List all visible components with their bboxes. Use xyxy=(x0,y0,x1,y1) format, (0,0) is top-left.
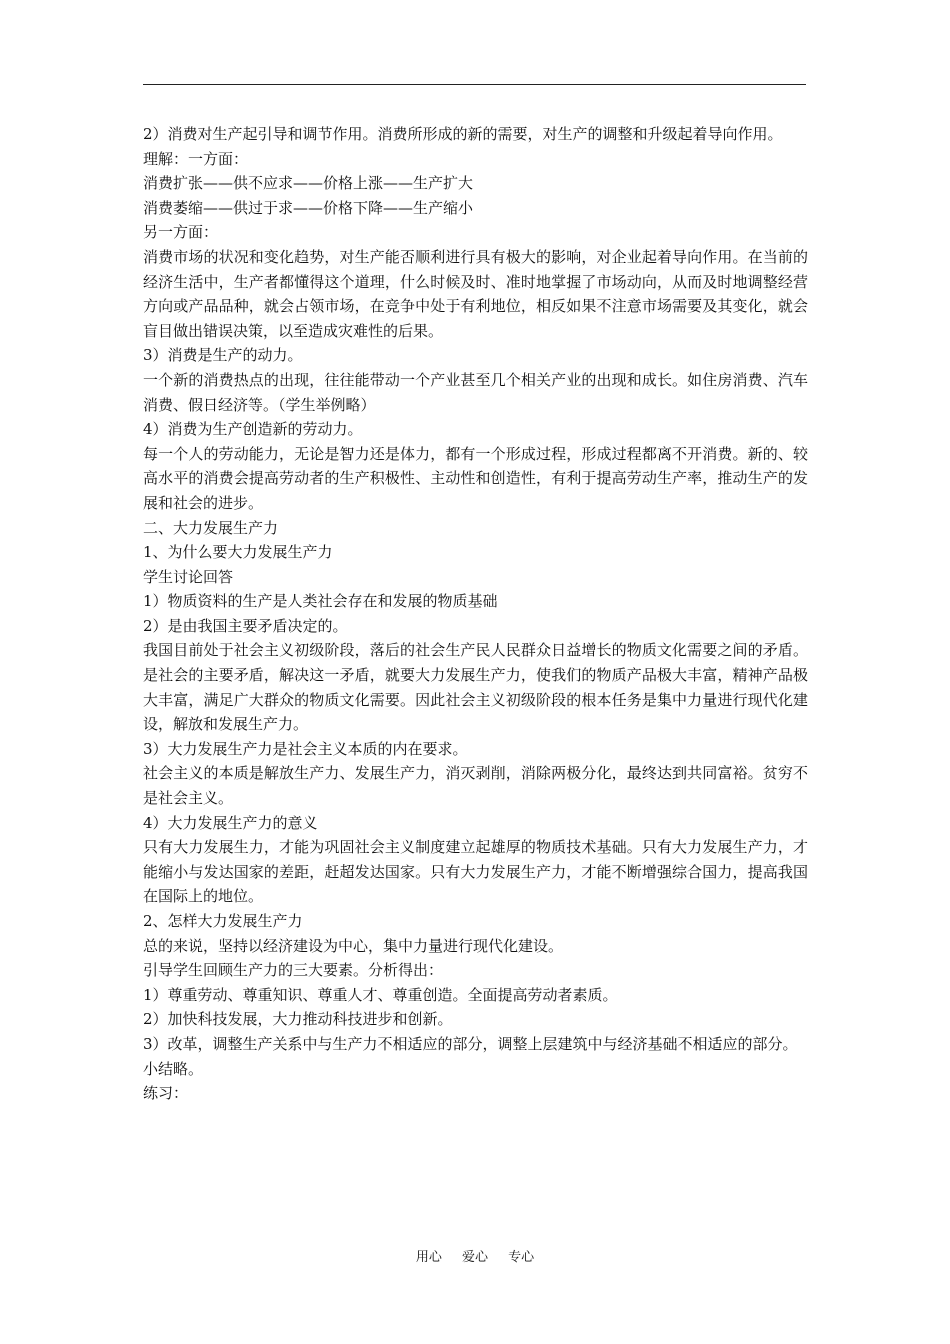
paragraph: 2）加快科技发展，大力推动科技进步和创新。 xyxy=(143,1010,453,1029)
paragraph: 一个新的消费热点的出现，往往能带动一个产业甚至几个相关产业的出现和成长。如住房消费、汽车消费、假日经济等。（学生举例略） xyxy=(143,370,808,414)
paragraph: 我国目前处于社会主义初级阶段，落后的社会生产民人民群众日益增长的物质文化需要之间的矛盾。是社会的主要矛盾，解决这一矛盾，就要大力发展生产力，使我们的物质产品极大丰富，精神产品极大丰富，满足广大群众的物质文化需要。因此社会主义初级阶段的根本任务是集中力量进行现代化建设，解放和发展生产力。 xyxy=(143,641,808,734)
paragraph: 社会主义的本质是解放生产力、发展生产力，消灭剥削，消除两极分化，最终达到共同富裕。贫穷不是社会主义。 xyxy=(143,764,808,808)
paragraph: 3）消费是生产的动力。 xyxy=(143,346,303,365)
paragraph: 1）物质资料的生产是人类社会存在和发展的物质基础 xyxy=(143,592,498,611)
paragraph: 1）尊重劳动、尊重知识、尊重人才、尊重创造。全面提高劳动者素质。 xyxy=(143,985,618,1004)
paragraph: 消费扩张——供不应求——价格上涨——生产扩大 xyxy=(143,174,474,193)
footer-text: 用心 xyxy=(415,1250,442,1265)
paragraph: 消费市场的状况和变化趋势，对生产能否顺利进行具有极大的影响，对企业起着导向作用。在当前的经济生活中，生产者都懂得这个道理，什么时候及时、准时地掌握了市场动向，从而及时地调整经营方向或产品品种，就会占领市场，在竞争中处于有利地位，相反如果不注意市场需要及其变化，就会盲目做出错误决策，以至造成灾难性的后果。 xyxy=(143,247,808,340)
subsection-heading: 2、怎样大力发展生产力 xyxy=(143,912,303,930)
paragraph: 总的来说，坚持以经济建设为中心，集中力量进行现代化建设。 xyxy=(143,936,564,955)
footer-text: 专心 xyxy=(508,1250,535,1265)
footer-text: 爱心 xyxy=(461,1250,488,1265)
paragraph: 2）是由我国主要矛盾决定的。 xyxy=(143,616,348,635)
paragraph: 理解：一方面： xyxy=(143,149,249,168)
paragraph: 每一个人的劳动能力，无论是智力还是体力，都有一个形成过程，形成过程都离不开消费。新的、较高水平的消费会提高劳动者的生产积极性、主动性和创造性，有利于提高劳动生产率，推动生产的发展和社会的进步。 xyxy=(143,444,808,512)
paragraph: 引导学生回顾生产力的三大要素。分析得出： xyxy=(143,961,444,980)
paragraph: 3）大力发展生产力是社会主义本质的内在要求。 xyxy=(143,739,468,758)
paragraph: 另一方面： xyxy=(143,223,219,242)
header-rule xyxy=(143,84,806,85)
paragraph: 4）大力发展生产力的意义 xyxy=(143,813,318,832)
paragraph: 只有大力发展生力，才能为巩固社会主义制度建立起雄厚的物质技术基础。只有大力发展生产力，才能缩小与发达国家的差距，赶超发达国家。只有大力发展生产力，才能不断增强综合国力，提高我国在国际上的地位。 xyxy=(143,838,808,906)
paragraph: 消费萎缩——供过于求——价格下降——生产缩小 xyxy=(143,198,474,217)
document-body xyxy=(143,122,808,1106)
page-footer xyxy=(0,1249,950,1267)
paragraph: 2）消费对生产起引导和调节作用。消费所形成的新的需要，对生产的调整和升级起着导向作用。 xyxy=(143,125,783,143)
paragraph: 4）消费为生产创造新的劳动力。 xyxy=(143,420,363,439)
subsection-heading: 1、为什么要大力发展生产力 xyxy=(143,543,333,562)
paragraph: 练习： xyxy=(143,1084,189,1103)
paragraph: 学生讨论回答 xyxy=(143,567,234,586)
paragraph: 小结略。 xyxy=(143,1059,204,1078)
section-heading: 二、大力发展生产力 xyxy=(143,518,279,537)
paragraph: 3）改革，调整生产关系中与生产力不相适应的部分，调整上层建筑中与经济基础不相适应的部分。 xyxy=(143,1034,798,1053)
